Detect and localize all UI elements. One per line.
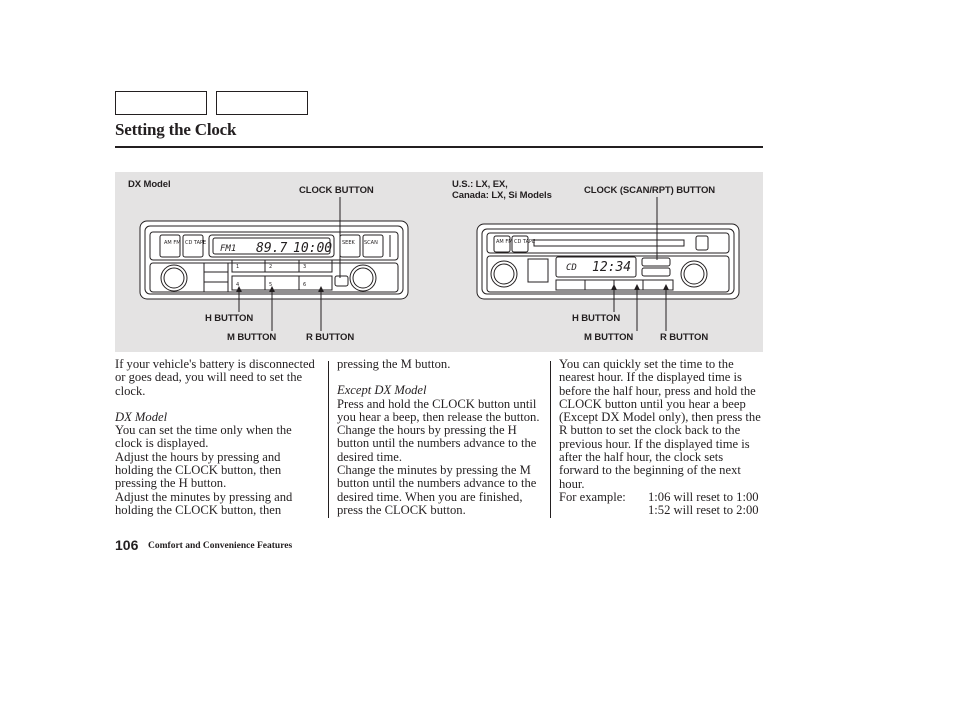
column-divider-1 xyxy=(328,361,329,518)
text-column-3 xyxy=(559,358,765,518)
lx-model-label-line2: Canada: LX, Si Models xyxy=(452,190,552,201)
dx-preset-5: 5 xyxy=(269,282,273,288)
dx-scan-text: SCAN xyxy=(364,240,378,246)
col1-heading: DX Model xyxy=(115,409,168,424)
dx-display-freq: 89.7 xyxy=(256,241,288,256)
dx-preset-3: 3 xyxy=(303,264,307,270)
dx-preset-2: 2 xyxy=(269,264,273,270)
col3-para-1: You can quickly set the time to the nearest hour. If the displayed time is before the half hour, press and hold the CLOCK button until you hear a beep (Except DX Model only), then press the R button to set the clock back to the previous hour. If the displayed time is after the half hour, the clock sets forward to the beginning of the next hour. xyxy=(559,357,761,491)
lx-am-fm-text: AM FM xyxy=(496,239,513,245)
lx-cd-tape-text: CD TAPE xyxy=(514,239,536,245)
dx-r-button-label: R BUTTON xyxy=(306,332,355,343)
example-row-2 xyxy=(559,504,765,517)
col2-heading: Except DX Model xyxy=(337,383,427,398)
page-title: Setting the Clock xyxy=(115,120,237,139)
dx-model-label: DX Model xyxy=(128,179,171,190)
col1-para-4: Adjust the minutes by pressing and holding the CLOCK button, then xyxy=(115,489,293,517)
section-title: Comfort and Convenience Features xyxy=(148,541,293,551)
col1-para-3: Adjust the hours by pressing and holding the CLOCK button, then pressing the H button. xyxy=(115,449,282,491)
example-2: 1:52 will reset to 2:00 xyxy=(648,503,759,518)
lx-m-button-label: M BUTTON xyxy=(584,332,634,343)
dx-preset-4: 4 xyxy=(236,282,240,288)
example-label: For example: xyxy=(559,489,626,504)
page-number: 106 xyxy=(115,537,139,553)
col2-continuation: pressing the M button. xyxy=(337,357,451,371)
column-divider-2 xyxy=(550,361,551,518)
dx-preset-6: 6 xyxy=(303,282,307,288)
dx-display-time: 10:00 xyxy=(293,241,333,256)
dx-preset-1: 1 xyxy=(236,264,240,270)
lx-display-band: CD xyxy=(566,263,577,273)
example-1: 1:06 will reset to 1:00 xyxy=(648,489,759,504)
dx-clock-button-label: CLOCK BUTTON xyxy=(299,185,374,196)
dx-h-button-label: H BUTTON xyxy=(205,313,254,324)
lx-display-time: 12:34 xyxy=(592,260,632,275)
dx-seek-text: SEEK xyxy=(342,240,355,246)
dx-display-band: FM1 xyxy=(220,244,237,254)
example-row-1 xyxy=(559,491,765,504)
dx-m-button-label: M BUTTON xyxy=(227,332,277,343)
lx-h-button-label: H BUTTON xyxy=(572,313,621,324)
lx-clock-button-label: CLOCK (SCAN/RPT) BUTTON xyxy=(584,185,716,196)
col2-para-3: Change the minutes by pressing the M button until the numbers advance to the desired time. When you are finished, press the CLOCK button. xyxy=(337,463,537,517)
dx-am-fm-text: AM FM xyxy=(164,240,181,246)
col2-para-2: Press and hold the CLOCK button until you hear a beep, then release the button. Change the hours by pressing the H button until the numbers advance to the desired time. xyxy=(337,396,540,464)
text-column-2 xyxy=(337,358,547,517)
col1-para-2: You can set the time only when the clock is displayed. xyxy=(115,423,292,451)
col1-intro: If your vehicle's battery is disconnected or goes dead, you will need to set the clock. xyxy=(115,357,315,398)
text-column-1 xyxy=(115,358,321,517)
lx-model-label-line1: U.S.: LX, EX, xyxy=(452,179,508,190)
dx-cd-tape-text: CD TAPE xyxy=(185,240,207,246)
dx-radio-unit xyxy=(140,221,408,299)
lx-r-button-label: R BUTTON xyxy=(660,332,709,343)
